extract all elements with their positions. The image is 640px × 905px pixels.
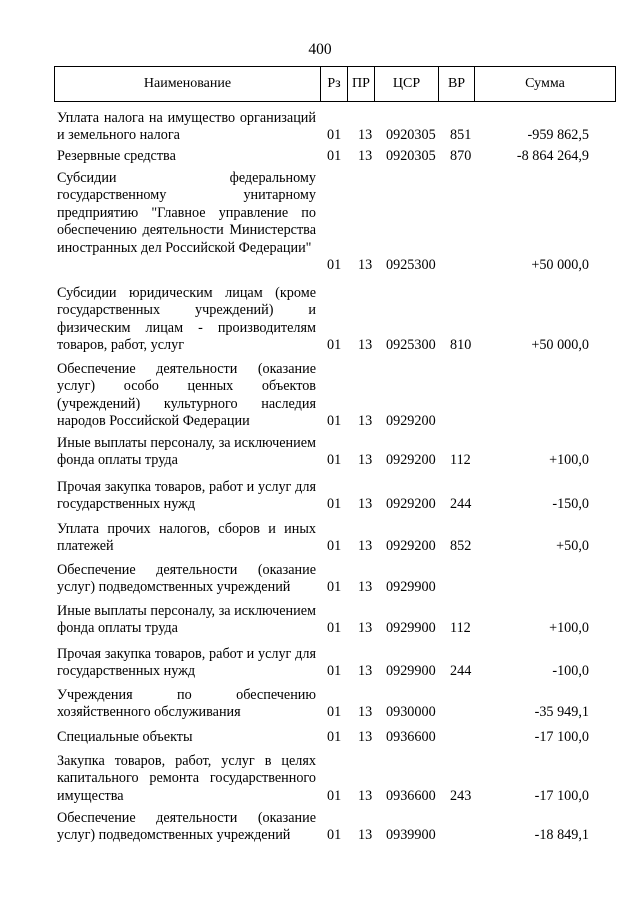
header-csr: ЦСР <box>375 67 439 101</box>
table-row <box>0 729 640 746</box>
row-pr: 13 <box>358 337 373 354</box>
row-rz: 01 <box>327 787 342 804</box>
row-vr: 810 <box>450 337 472 354</box>
row-name: Субсидии федеральному государственному унитарному предприятию "Главное управление по обеспечению деятельности Министерства иностранных дел Российской Федерации" <box>57 170 316 256</box>
table-row <box>0 810 640 845</box>
row-rz: 01 <box>327 579 342 596</box>
row-csr: 0936600 <box>386 787 436 804</box>
row-name: Субсидии юридическим лицам (кроме государственных учреждений) и физическим лицам - производителям товаров, работ, услуг <box>57 285 316 354</box>
row-sum: -8 864 264,9 <box>516 147 589 164</box>
row-rz: 01 <box>327 337 342 354</box>
row-csr: 0929900 <box>386 663 436 680</box>
row-sum: -150,0 <box>552 496 589 513</box>
row-csr: 0936600 <box>386 728 436 745</box>
table-row <box>0 285 640 355</box>
header-pr: ПР <box>348 67 375 101</box>
row-pr: 13 <box>358 728 373 745</box>
row-sum: -959 862,5 <box>527 127 589 144</box>
row-name: Уплата прочих налогов, сборов и иных платежей <box>57 521 316 555</box>
row-pr: 13 <box>358 579 373 596</box>
row-pr: 13 <box>358 538 373 555</box>
row-rz: 01 <box>327 728 342 745</box>
row-pr: 13 <box>358 413 373 430</box>
table-row <box>0 479 640 514</box>
row-csr: 0925300 <box>386 256 436 273</box>
row-sum: -100,0 <box>552 663 589 680</box>
row-pr: 13 <box>358 827 373 844</box>
row-name: Иные выплаты персоналу, за исключением фонда оплаты труда <box>57 603 316 637</box>
row-name: Закупка товаров, работ, услуг в целях капитального ремонта государственного имущества <box>57 753 316 804</box>
row-sum: -35 949,1 <box>534 704 589 721</box>
row-name: Учреждения по обеспечению хозяйственного обслуживания <box>57 687 316 721</box>
table-row <box>0 361 640 431</box>
row-name: Обеспечение деятельности (оказание услуг) особо ценных объектов (учреждений) культурного наследия народов Российской Федерации <box>57 361 316 430</box>
row-vr: 870 <box>450 147 472 164</box>
row-name: Прочая закупка товаров, работ и услуг для государственных нужд <box>57 479 316 513</box>
row-sum: +50 000,0 <box>531 337 589 354</box>
row-name: Уплата налога на имущество организаций и земельного налога <box>57 110 316 144</box>
row-pr: 13 <box>358 452 373 469</box>
row-rz: 01 <box>327 147 342 164</box>
row-rz: 01 <box>327 413 342 430</box>
row-vr: 244 <box>450 663 472 680</box>
row-rz: 01 <box>327 827 342 844</box>
header-sum: Сумма <box>525 76 565 91</box>
row-vr: 244 <box>450 496 472 513</box>
row-vr: 112 <box>450 620 471 637</box>
row-csr: 0929200 <box>386 496 436 513</box>
row-name: Иные выплаты персоналу, за исключением фонда оплаты труда <box>57 435 316 469</box>
row-sum: -18 849,1 <box>534 827 589 844</box>
row-csr: 0929900 <box>386 579 436 596</box>
row-sum: +100,0 <box>549 620 589 637</box>
row-vr: 243 <box>450 787 472 804</box>
row-name: Специальные объекты <box>57 729 193 745</box>
row-vr: 852 <box>450 538 472 555</box>
row-name: Прочая закупка товаров, работ и услуг для государственных нужд <box>57 646 316 680</box>
row-csr: 0920305 <box>386 127 436 144</box>
table-row <box>0 753 640 805</box>
row-csr: 0920305 <box>386 147 436 164</box>
row-pr: 13 <box>358 147 373 164</box>
row-pr: 13 <box>358 620 373 637</box>
table-row <box>0 603 640 638</box>
table-row <box>0 435 640 470</box>
row-sum: -17 100,0 <box>534 787 589 804</box>
page-number: 400 <box>308 41 332 58</box>
row-rz: 01 <box>327 452 342 469</box>
row-rz: 01 <box>327 620 342 637</box>
row-csr: 0929900 <box>386 620 436 637</box>
row-sum: +50,0 <box>556 538 589 555</box>
row-rz: 01 <box>327 704 342 721</box>
row-csr: 0929200 <box>386 413 436 430</box>
table-header <box>54 66 616 102</box>
row-sum: +50 000,0 <box>531 256 589 273</box>
row-pr: 13 <box>358 787 373 804</box>
row-csr: 0925300 <box>386 337 436 354</box>
row-pr: 13 <box>358 127 373 144</box>
row-rz: 01 <box>327 663 342 680</box>
row-rz: 01 <box>327 538 342 555</box>
table-row <box>0 687 640 722</box>
row-rz: 01 <box>327 496 342 513</box>
row-vr: 851 <box>450 127 472 144</box>
row-csr: 0929200 <box>386 538 436 555</box>
row-name: Обеспечение деятельности (оказание услуг) подведомственных учреждений <box>57 562 316 596</box>
table-row <box>0 148 640 165</box>
row-pr: 13 <box>358 496 373 513</box>
table-row <box>0 170 640 274</box>
table-row <box>0 521 640 556</box>
row-csr: 0929200 <box>386 452 436 469</box>
header-vr: ВР <box>439 67 475 101</box>
row-name: Обеспечение деятельности (оказание услуг) подведомственных учреждений <box>57 810 316 844</box>
row-sum: -17 100,0 <box>534 728 589 745</box>
table-row <box>0 562 640 597</box>
row-csr: 0939900 <box>386 827 436 844</box>
table-row <box>0 110 640 145</box>
table-row <box>0 646 640 681</box>
row-sum: +100,0 <box>549 452 589 469</box>
row-rz: 01 <box>327 127 342 144</box>
row-csr: 0930000 <box>386 704 436 721</box>
row-pr: 13 <box>358 704 373 721</box>
row-pr: 13 <box>358 256 373 273</box>
row-rz: 01 <box>327 256 342 273</box>
header-name: Наименование <box>55 67 321 101</box>
header-rz: Рз <box>321 67 348 101</box>
row-vr: 112 <box>450 452 471 469</box>
row-name: Резервные средства <box>57 148 176 164</box>
row-pr: 13 <box>358 663 373 680</box>
